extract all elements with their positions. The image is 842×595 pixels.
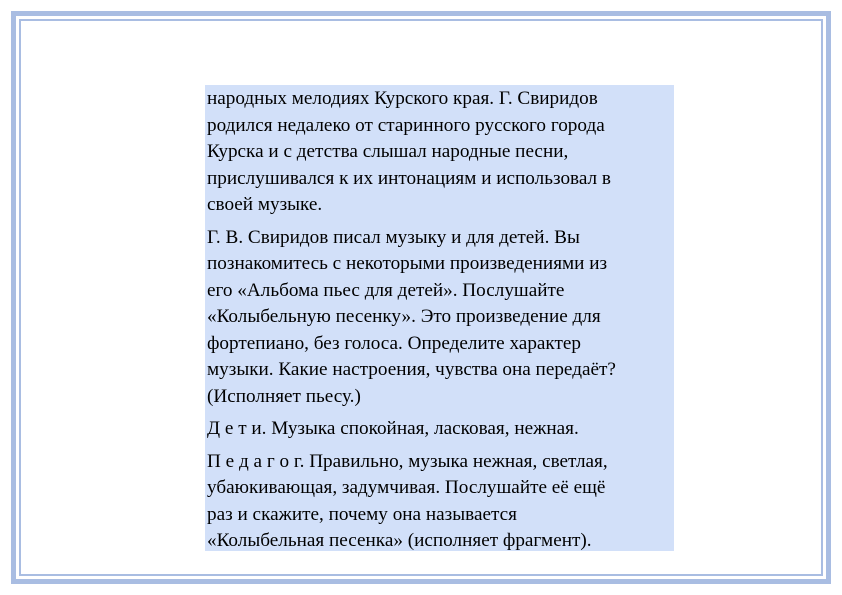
text-line: «Колыбельную песенку». Это произведение для — [207, 306, 601, 327]
text-line: родился недалеко от старинного русского города — [207, 114, 605, 136]
text-line: музыки. Какие настроения, чувства она передаёт? — [207, 359, 616, 380]
text-line: познакомитесь с некоторыми произведениями из — [207, 253, 608, 274]
text-line: прислушивался к их интонациям и использовал в — [207, 167, 611, 189]
text-line: раз и скажите, почему она называется — [207, 503, 517, 525]
text-line: народных мелодиях Курского края. Г. Свиридов — [207, 88, 598, 109]
paragraph-4 — [207, 449, 674, 555]
text-line: Г. В. Свиридов писал музыку и для детей. Вы — [207, 226, 580, 248]
paragraph-1 — [207, 86, 674, 219]
text-line: Курска и с детства слышал народные песни, — [207, 141, 569, 162]
paragraph-3 — [207, 416, 674, 443]
text-block — [205, 85, 674, 551]
text-line: его «Альбома пьес для детей». Послушайте — [207, 279, 565, 301]
paragraph-2 — [207, 225, 674, 411]
text-line: Д е т и. Музыка спокойная, ласковая, нежная. — [207, 418, 579, 439]
text-line: фортепиано, без голоса. Определите характер — [207, 332, 581, 354]
text-line: своей музыке. — [207, 194, 323, 215]
text-line: (Исполняет пьесу.) — [207, 385, 361, 407]
text-line: убаюкивающая, задумчивая. Послушайте её ещё — [207, 477, 606, 498]
text-line: «Колыбельная песенка» (исполняет фрагмент). — [207, 530, 592, 551]
text-line: П е д а г о г. Правильно, музыка нежная, светлая, — [207, 450, 608, 472]
